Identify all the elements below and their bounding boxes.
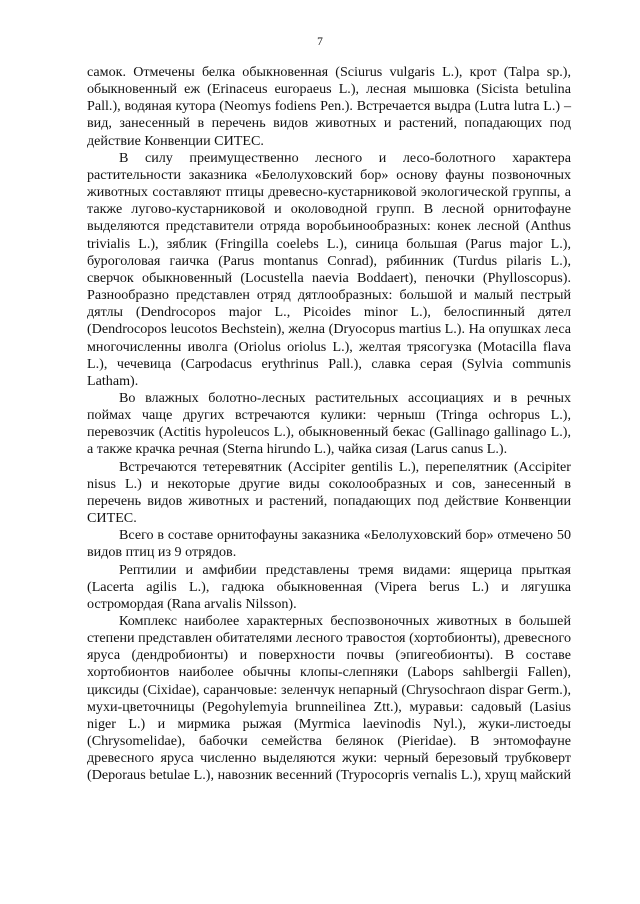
page-number: 7 (317, 36, 323, 48)
paragraph-reptiles-amphibians: Рептилии и амфибии представлены тремя видами: ящерица прыткая (Lacerta agilis L.), гадюка обыкновенная (Vipera berus L.) и лягушка остромордая (Rana arvalis Nilsson). (87, 561, 571, 612)
paragraph-birds-raptors: Встречаются тетеревятник (Accipiter gentilis L.), перепелятник (Accipiter nisus L.) и некоторые другие виды соколообразных и сов, занесенный в перечень видов животных и растений, попадающих под действие Конвенции СИТЕС. (87, 458, 571, 527)
document-body (87, 64, 571, 785)
paragraph-mammals-continued: самок. Отмечены белка обыкновенная (Sciurus vulgaris L.), крот (Talpa sp.), обыкновенный еж (Erinaceus europaeus L.), лесная мышовка (Sicista betulina Pall.), водяная кутора (Neomys fodiens Pen.). Встречается выдра (Lutra lutra L.) – вид, занесенный в перечень видов животных и растений, попадающих под действие Конвенции СИТЕС. (87, 64, 571, 149)
paragraph-birds-total: Всего в составе орнитофауны заказника «Белолуховский бор» отмечено 50 видов птиц из 9 отрядов. (87, 527, 571, 561)
paragraph-birds-wetland: Во влажных болотно-лесных растительных ассоциациях и в речных поймах чаще других встречаются кулики: черныш (Tringa ochropus L.), перевозчик (Actitis hypoleucos L.), обыкновенный бекас (Gallinago gallinago L.), а также крачка речная (Sterna hirundo L.), чайка сизая (Larus canus L.). (87, 389, 571, 458)
paragraph-invertebrates: Комплекс наиболее характерных беспозвоночных животных в большей степени представлен обитателями лесного травостоя (хортобионты), древесного яруса (дендробионты) и поверхности почвы (эпигеобионты). В составе хортобионтов наиболее обычны клопы-слепняки (Labops sahlbergii Fallen), циксиды (Cixidae), саранчовые: зеленчук непарный (Chrysochraon dispar Germ.), мухи-цветочницы (Pegohylemyia brunneilinea Ztt.), муравьи: садовый (Lasius niger L.) и мирмика рыжая (Myrmica laevinodis Nyl.), жуки-листоеды (Chrysomelidae), бабочки семейства белянок (Pieridae). В энтомофауне древесного яруса численно выделяются жуки: черный березовый трубковерт (Deporaus betulae L.), навозник весенний (Trypocopris vernalis L.), хрущ майский (87, 613, 571, 784)
paragraph-birds-forest: В силу преимущественно лесного и лесо-болотного характера растительности заказника «Белолуховский бор» основу фауны позвоночных животных составляют птицы древесно-кустарниковой экологической группы, а также лугово-кустарниковой и околоводной групп. В лесной орнитофауне выделяются представители отряда воробьинообразных: конек лесной (Anthus trivialis L.), зяблик (Fringilla coelebs L.), синица большая (Parus major L.), буроголовая гаичка (Parus montanus Conrad), рябинник (Turdus pilaris L.), сверчок обыкновенный (Locustella naevia Boddaert), пеночки (Phylloscopus). Разнообразно представлен отряд дятлообразных: большой и малый пестрый дятлы (Dendrocopos major L., Picoides minor L.), белоспинный дятел (Dendrocopos leucotos Bechstein), желна (Dryocopus martius L.). На опушках леса многочисленны иволга (Oriolus oriolus L.), желтая трясогузка (Motacilla flava L.), чечевица (Carpodacus erythrinus Pall.), славка серая (Sylvia communis Latham). (87, 149, 571, 389)
